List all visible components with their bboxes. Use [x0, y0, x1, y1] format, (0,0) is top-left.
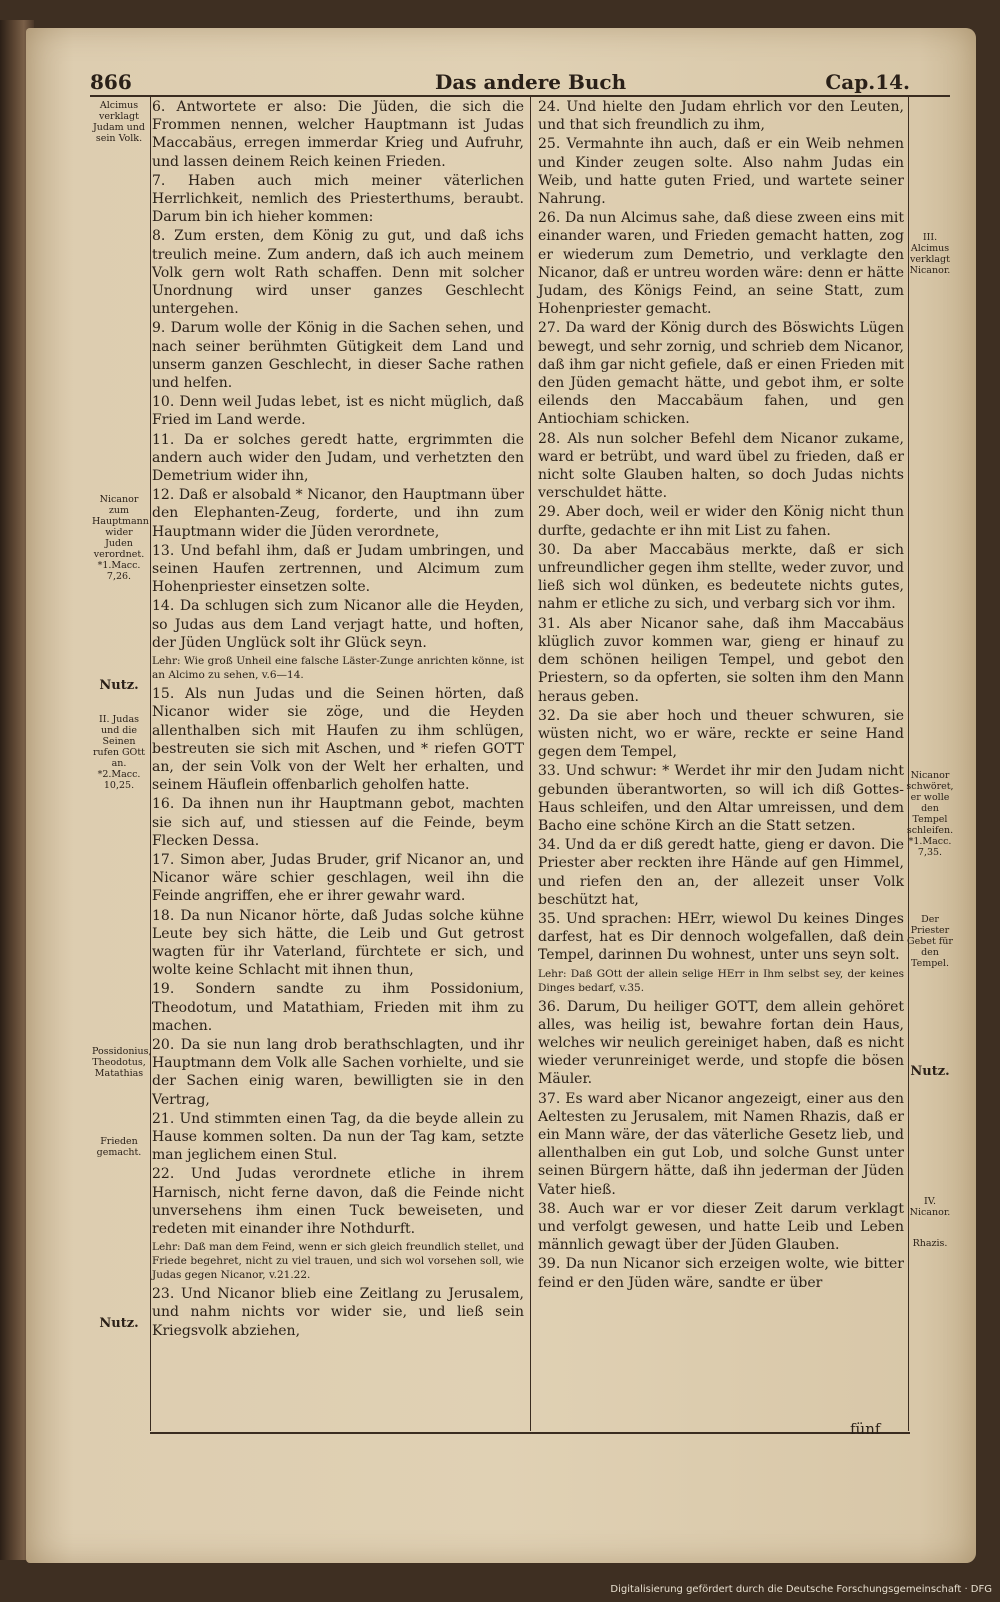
- lehr-note: Lehr: Wie groß Unheil eine falsche Läster-Zunge anrichten könne, ist an Alcimo zu sehen, v.6—14.: [152, 655, 524, 682]
- verse-paragraph: 38. Auch war er vor dieser Zeit darum verklagt und verfolgt gewesen, und hatte Leib und Leben männlich gewagt über der Jüden Glauben.: [538, 1200, 904, 1254]
- verse-paragraph: 8. Zum ersten, dem König zu gut, und daß ichs treulich meine. Zum andern, daß ich auch meinem Volk gern wolt Rath schaffen. Denn mit solcher Unordnung wird unser ganzes Geschlecht untergehen.: [152, 228, 524, 318]
- column-divider: [530, 96, 531, 1431]
- verse-paragraph: 32. Da sie aber hoch und theuer schwuren, sie wüsten nicht, wo er wäre, reckte er seine Hand gegen dem Tempel,: [538, 707, 904, 761]
- margin-note: Nicanor schwöret, er wolle den Tempel schleifen. *1.Macc. 7,35.: [906, 770, 954, 858]
- margin-note: III. Alcimus verklagt Nicanor.: [909, 232, 951, 276]
- verse-paragraph: 21. Und stimmten einen Tag, da die beyde allein zu Hause kommen solten. Da nun der Tag kam, setzte man jeglichem einen Stul.: [152, 1110, 524, 1164]
- verse-paragraph: 6. Antwortete er also: Die Jüden, die sich die Frommen nennen, welcher Hauptmann ist Judas Maccabäus, erregen immerdar Krieg und Aufruhr, und lassen deinem Reich keinen Frieden.: [152, 99, 524, 170]
- lehr-note: Lehr: Daß GOtt der allein selige HErr in Ihm selbst sey, der keines Dinges bedarf, v.35.: [538, 967, 904, 994]
- verse-paragraph: 15. Als nun Judas und die Seinen hörten, daß Nicanor wider sie zöge, und die Heyden allenthalben sich mit Haufen zu ihm schlügen, bestreuten sie sich mit Aschen, und * riefen GOTT an, der sein Volk von der Welt her erhalten, und seinem Häuflein offenbarlich geholfen hatte.: [152, 686, 524, 794]
- verse-paragraph: 23. Und Nicanor blieb eine Zeitlang zu Jerusalem, und nahm nichts vor wider sie, und ließ sein Kriegsvolk abziehen,: [152, 1286, 524, 1339]
- running-header: [90, 70, 950, 98]
- margin-note-nutz: Nutz.: [910, 1064, 950, 1079]
- verse-paragraph: 37. Es ward aber Nicanor angezeigt, einer aus den Aeltesten zu Jerusalem, mit Namen Rhazis, daß er ein Mann wäre, der das väterliche Gesetz lieb, und allenthalben ein gut Lob, und solche Gunst unter seinen Bürgern hätte, daß ihn jederman der Jüden Vater hieß.: [538, 1090, 904, 1198]
- verse-paragraph: 14. Da schlugen sich zum Nicanor alle die Heyden, so Judas aus dem Land verjagt hatte, und hoften, der Jüden Unglück solt ihr Glück seyn.: [152, 598, 524, 651]
- margin-note: Der Priester Gebet für den Tempel.: [907, 914, 953, 969]
- catchword: fünf: [850, 1420, 881, 1438]
- margin-note: II. Judas und die Seinen rufen GOtt an. *2.Macc. 10,25.: [93, 714, 145, 791]
- verse-paragraph: 16. Da ihnen nun ihr Hauptmann gebot, machten sie sich auf, und stiessen auf die Feinde, beym Flecken Dessa.: [152, 796, 524, 849]
- verse-paragraph: 17. Simon aber, Judas Bruder, grif Nicanor an, und Nicanor wäre schier geschlagen, weil ihn die Feinde angriffen, ehe er ihrer gewahr ward.: [152, 851, 524, 905]
- margin-note: Possidonius, Theodotus, Matathias: [92, 1046, 152, 1079]
- verse-paragraph: 20. Da sie nun lang drob berathschlagten, und ihr Hauptmann dem Volk alle Sachen vorhielte, und sie der Sachen einig waren, bewilligten sie in den Vertrag,: [152, 1036, 524, 1108]
- bottom-rule: [150, 1432, 910, 1434]
- verse-paragraph: 27. Da ward der König durch des Böswichts Lügen bewegt, und sehr zornig, und schrieb dem Nicanor, daß ihm gar nicht gefiele, daß er einen Frieden mit den Jüden gemacht hätte, und gebot ihm, er solte eilends den Maccabäum fahen, und gen Antiochiam schicken.: [538, 320, 904, 428]
- verse-paragraph: 10. Denn weil Judas lebet, ist es nicht müglich, daß Fried im Land werde.: [152, 394, 524, 429]
- verse-paragraph: 26. Da nun Alcimus sahe, daß diese zween eins mit einander waren, und Frieden gemacht hatten, zog er wiederum zum Demetrio, und verklagte den Nicanor, daß er untreu worden wäre: denn er hätte Judam, des Königs Feind, an seine Statt, zum Hohenpriester gemacht.: [538, 210, 904, 318]
- verse-paragraph: 33. Und schwur: * Werdet ihr mir den Judam nicht gebunden überantworten, so will ich diß Gottes-Haus schleifen, und den Altar umreissen, und dem Bacho eine schöne Kirch an die Statt setzen.: [538, 763, 904, 834]
- lehr-note: Lehr: Daß man dem Feind, wenn er sich gleich freundlich stellet, und Friede begehret, nicht zu viel trauen, und sich wol vorsehen soll, wie Judas gegen Nicanor, v.21.22.: [152, 1241, 524, 1282]
- verse-paragraph: 11. Da er solches geredt hatte, ergrimmten die andern auch wider den Judam, und verhetzten den Demetrium wider ihn,: [152, 431, 524, 485]
- verse-paragraph: 12. Daß er alsobald * Nicanor, den Hauptmann über den Elephanten-Zeug, forderte, und ihn zum Hauptmann wider die Jüden verordnete,: [152, 487, 524, 540]
- margin-note-nutz: Nutz.: [99, 678, 139, 693]
- running-title: Das andere Buch: [435, 70, 627, 94]
- verse-paragraph: 18. Da nun Nicanor hörte, daß Judas solche kühne Leute bey sich hätte, die Leib und Gut getrost wagten für ihr Vaterland, fürchtete er sich, und wolte keine Schlacht mit ihnen thun,: [152, 907, 524, 979]
- margin-note: IV. Nicanor.: [909, 1196, 951, 1218]
- verse-paragraph: 22. Und Judas verordnete etliche in ihrem Harnisch, nicht ferne davon, daß die Feinde nicht unversehens ihm einen Tuck beweiseten, und redeten mit einander ihre Nothdurft.: [152, 1166, 524, 1237]
- right-text-column: [538, 98, 904, 1293]
- left-text-column: [152, 98, 524, 1341]
- verse-paragraph: 39. Da nun Nicanor sich erzeigen wolte, wie bitter feind er den Jüden wäre, sandte er über: [538, 1256, 904, 1291]
- verse-paragraph: 30. Da aber Maccabäus merkte, daß er sich unfreundlicher gegen ihm stellte, weder zuvor, und ließ sich wol dünken, es bedeutete nichts gutes, nahm er etliche zu sich, und verbarg sich vor ihm.: [538, 541, 904, 613]
- verse-paragraph: 25. Vermahnte ihn auch, daß er ein Weib nehmen und Kinder zeugen solte. Also nahm Judas ein Weib, und hatte guten Fried, und wartete seiner Nahrung.: [538, 136, 904, 208]
- margin-note: Frieden gemacht.: [96, 1136, 142, 1158]
- verse-paragraph: 36. Darum, Du heiliger GOTT, dem allein gehöret alles, was heilig ist, bewahre fortan dein Haus, welches wir neulich gereiniget haben, daß es nicht wieder verunreiniget werde, und stopfe die bösen Mäuler.: [538, 998, 904, 1088]
- header-rule: [90, 95, 950, 97]
- verse-paragraph: 35. Und sprachen: HErr, wiewol Du keines Dinges darfest, hat es Dir dennoch wolgefallen, daß dein Tempel, darinnen Du wohnest, unter uns seyn solt.: [538, 910, 904, 964]
- page-number: 866: [90, 70, 132, 94]
- verse-paragraph: 19. Sondern sandte zu ihm Possidonium, Theodotum, und Matathiam, Frieden mit ihm zu machen.: [152, 981, 524, 1034]
- verse-paragraph: 28. Als nun solcher Befehl dem Nicanor zukame, ward er betrübt, und ward übel zu frieden, daß er nicht solte Glauben halten, so doch Judas nichts verschuldet hätte.: [538, 430, 904, 502]
- verse-paragraph: 13. Und befahl ihm, daß er Judam umbringen, und seinen Haufen zertrennen, und Alcimum zum Hohenpriester einsetzen solte.: [152, 542, 524, 596]
- verse-paragraph: 29. Aber doch, weil er wider den König nicht thun durfte, gedachte er ihn mit List zu fahen.: [538, 504, 904, 539]
- margin-note-nutz: Nutz.: [99, 1316, 139, 1331]
- right-margin-rule: [908, 96, 909, 1431]
- verse-paragraph: 31. Als aber Nicanor sahe, daß ihm Maccabäus klüglich zuvor kommen war, gieng er hinauf zu dem schönen heiligen Tempel, und gebot den Priestern, so da opferten, sie solten ihm den Mann heraus geben.: [538, 615, 904, 705]
- dfg-credit: Digitalisierung gefördert durch die Deutsche Forschungsgemeinschaft · DFG: [610, 1584, 992, 1595]
- margin-note: Alcimus verklagt Judam und sein Volk.: [92, 100, 146, 144]
- verse-paragraph: 7. Haben auch mich meiner väterlichen Herrlichkeit, nemlich des Priesterthums, beraubt. Darum bin ich hieher kommen:: [152, 172, 524, 226]
- left-margin-rule: [150, 96, 151, 1431]
- margin-note: Rhazis.: [912, 1238, 948, 1249]
- verse-paragraph: 9. Darum wolle der König in die Sachen sehen, und nach seiner berühmten Gütigkeit dem Land und unserm ganzen Geschlecht, in dieser Sache rathen und helfen.: [152, 320, 524, 392]
- chapter-label: Cap.14.: [825, 70, 910, 94]
- verse-paragraph: 24. Und hielte den Judam ehrlich vor den Leuten, und that sich freundlich zu ihm,: [538, 99, 904, 134]
- verse-paragraph: 34. Und da er diß geredt hatte, gieng er davon. Die Priester aber reckten ihre Hände auf gen Himmel, und riefen den an, der allezeit unser Volk beschützt hat,: [538, 837, 904, 908]
- margin-note: Nicanor zum Hauptmann wider Juden verordnet. *1.Macc. 7,26.: [92, 494, 149, 582]
